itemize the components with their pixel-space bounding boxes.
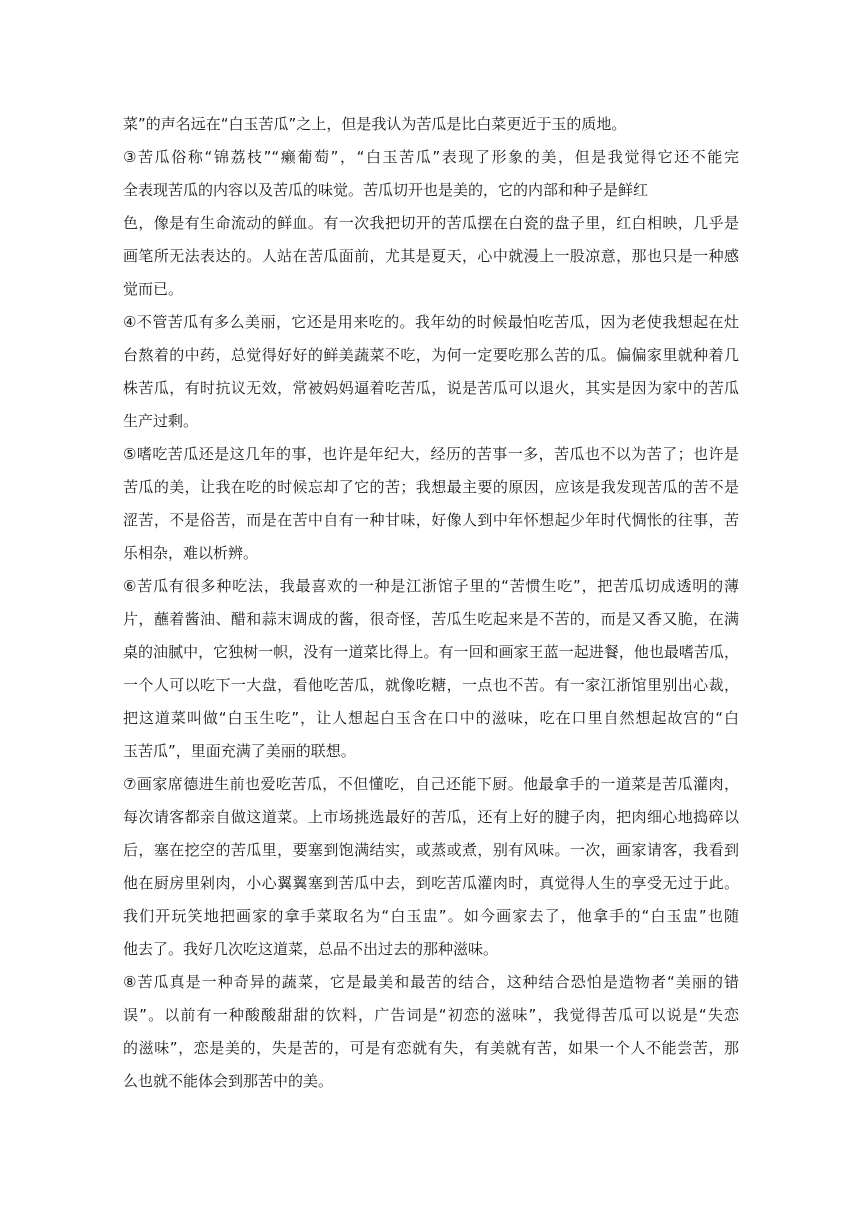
article-body	[123, 108, 739, 1098]
text-line: ⑧苦瓜真是一种奇异的蔬菜，它是最美和最苦的结合，这种结合恐怕是造物者“美丽的错	[123, 973, 739, 991]
text-line: 他去了。我好几次吃这道菜，总品不出过去的那种滋味。	[123, 940, 499, 958]
text-line: 涩苦，不是俗苦，而是在苦中自有一种甘味，好像人到中年怀想起少年时代惆怅的往事，苦	[123, 511, 739, 529]
text-line: 色，像是有生命流动的鲜血。有一次我把切开的苦瓜摆在白瓷的盘子里，红白相映，几乎是	[123, 214, 739, 232]
text-line: 他在厨房里剁肉，小心翼翼塞到苦瓜中去，到吃苦瓜灌肉时，真觉得人生的享受无过于此。	[123, 874, 739, 892]
text-line: ⑤嗜吃苦瓜还是这几年的事，也许是年纪大，经历的苦事一多，苦瓜也不以为苦了；也许是	[123, 445, 739, 463]
text-line: 画笔所无法表达的。人站在苦瓜面前，尤其是夏天，心中就漫上一股凉意，那也只是一种感	[123, 247, 739, 265]
text-line: 乐相杂，难以析辨。	[123, 544, 259, 562]
text-line: 我们开玩笑地把画家的拿手菜取名为“白玉盅”。如今画家去了，他拿手的“白玉盅”也随	[123, 907, 739, 925]
text-line: 生产过剩。	[123, 412, 199, 430]
text-line: ④不管苦瓜有多么美丽，它还是用来吃的。我年幼的时候最怕吃苦瓜，因为老使我想起在灶	[123, 313, 739, 331]
text-line: 一个人可以吃下一大盘，看他吃苦瓜，就像吃糖，一点也不苦。有一家江浙馆里别出心裁，	[123, 676, 739, 694]
text-line: 菜”的声名远在“白玉苦瓜”之上，但是我认为苦瓜是比白菜更近于玉的质地。	[123, 115, 627, 133]
text-line: 误”。以前有一种酸酸甜甜的饮料，广告词是“初恋的滋味”，我觉得苦瓜可以说是“失恋	[123, 1006, 739, 1024]
text-line: 全表现苦瓜的内容以及苦瓜的味觉。苦瓜切开也是美的，它的内部和种子是鲜红	[123, 181, 649, 199]
text-line: 的滋味”，恋是美的，失是苦的，可是有恋就有失，有美就有苦，如果一个人不能尝苦，那	[123, 1039, 739, 1057]
text-line: 片，蘸着酱油、醋和蒜末调成的酱，很奇怪，苦瓜生吃起来是不苦的，而是又香又脆，在满	[123, 610, 739, 628]
text-line: 么也就不能体会到那苦中的美。	[123, 1072, 334, 1090]
text-line: 苦瓜的美，让我在吃的时候忘却了它的苦；我想最主要的原因，应该是我发现苦瓜的苦不是	[123, 478, 739, 496]
text-line: 觉而已。	[123, 280, 184, 298]
text-line: 株苦瓜，有时抗议无效，常被妈妈逼着吃苦瓜，说是苦瓜可以退火，其实是因为家中的苦瓜	[123, 379, 739, 397]
text-line: 把这道菜叫做“白玉生吃”，让人想起白玉含在口中的滋味，吃在口里自然想起故宫的“白	[123, 709, 739, 727]
text-line: ⑥苦瓜有很多种吃法，我最喜欢的一种是江浙馆子里的“苦惯生吃”，把苦瓜切成透明的薄	[123, 577, 739, 595]
text-line: ⑦画家席德进生前也爱吃苦瓜，不但懂吃，自己还能下厨。他最拿手的一道菜是苦瓜灌肉，	[123, 775, 739, 793]
text-line: 台熬着的中药，总觉得好好的鲜美蔬菜不吃，为何一定要吃那么苦的瓜。偏偏家里就种着几	[123, 346, 739, 364]
text-line: 桌的油腻中，它独树一帜，没有一道菜比得上。有一回和画家王蓝一起进餐，他也最嗜苦瓜，	[123, 643, 739, 661]
text-line: 后，塞在挖空的苦瓜里，要塞到饱满结实，或蒸或煮，别有风味。一次，画家请客，我看到	[123, 841, 739, 859]
text-line: ③苦瓜俗称“锦荔枝”“癞葡萄”，“白玉苦瓜”表现了形象的美，但是我觉得它还不能完	[123, 148, 739, 166]
text-line: 每次请客都亲自做这道菜。上市场挑选最好的苦瓜，还有上好的腱子肉，把肉细心地捣碎以	[123, 808, 739, 826]
text-line: 玉苦瓜”，里面充满了美丽的联想。	[123, 742, 356, 760]
